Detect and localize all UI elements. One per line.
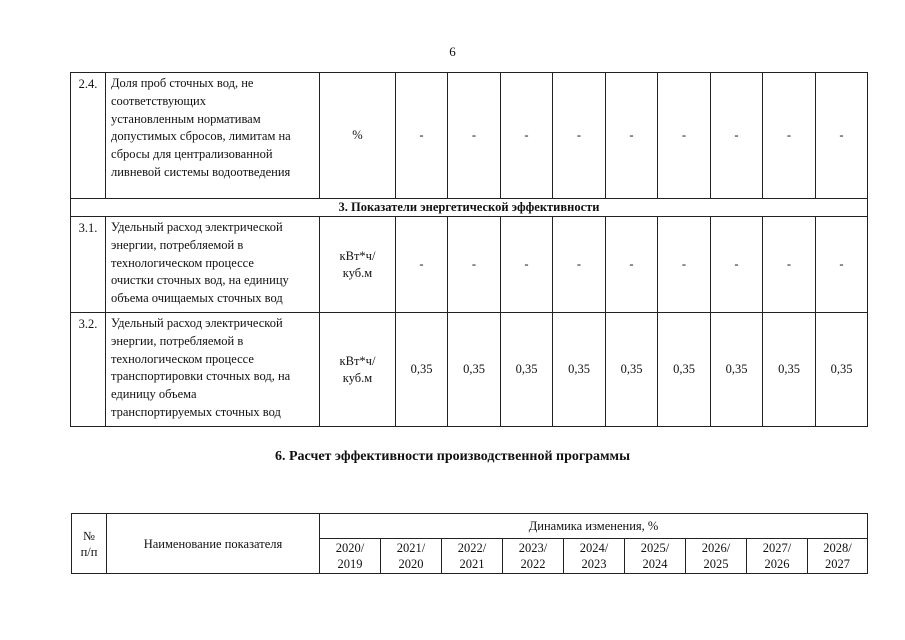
year-header [808,539,868,574]
value-cell: - [553,217,606,313]
indicator-name [106,217,320,313]
text-line: 2022/ [457,541,487,555]
value-cell: - [501,73,553,199]
year-header [320,539,381,574]
text-line: Удельный расход электрической [111,220,283,234]
text-line: объема очищаемых сточных вод [111,291,283,306]
text-line: установленным нормативам [111,111,261,126]
text-line: кВт*ч/ [339,353,376,368]
value-cell: - [448,73,501,199]
num-header [72,514,107,574]
text-line: 2026/ [701,541,731,555]
value-cell: 0,35 [448,313,501,427]
text-line: транспортируемых сточных вод [111,404,281,419]
text-line: ливневой системы водоотведения [111,164,291,179]
section-title: 3. Показатели энергетической эффективности [71,199,868,217]
name-header: Наименование показателя [107,514,320,574]
text-line: кВт*ч/ [339,248,376,263]
text-line: % [352,128,363,142]
row-number: 3.1. [71,217,106,313]
table-row [71,73,868,199]
year-header [442,539,503,574]
text-line: 2027/ [762,541,792,555]
text-line: 2020/ [335,541,365,555]
dynamics-header: Динамика изменения, % [320,514,868,539]
text-line: 2028/ [823,541,852,555]
row-number: 3.2. [71,313,106,427]
value-cell: - [448,217,501,313]
section-row [71,199,868,217]
year-header [747,539,808,574]
value-cell: - [763,217,816,313]
value-cell: - [658,73,711,199]
text-line: технологическом процессе [111,255,254,270]
text-line: куб.м [342,370,373,385]
header-row [72,514,868,539]
value-cell: - [501,217,553,313]
text-line: энергии, потребляемой в [111,333,244,348]
text-line: технологическом процессе [111,351,254,366]
efficiency-table-body [72,514,868,574]
text-line: 2021/ [396,541,426,555]
text-line: 2024/ [579,541,609,555]
value-cell: - [658,217,711,313]
value-cell: 0,35 [396,313,448,427]
text-line: очистки сточных вод, на единицу [111,273,289,288]
year-header [381,539,442,574]
value-cell: - [396,217,448,313]
year-header [686,539,747,574]
efficiency-table [71,513,868,574]
text-line: единицу объема [111,387,197,402]
page-number: 6 [449,44,456,59]
value-cell: 0,35 [501,313,553,427]
indicators-table [70,72,868,427]
value-cell: - [553,73,606,199]
text-line: соответствующих [111,93,206,108]
text-line: 2026 [764,557,790,571]
text-line: п/п [80,544,98,559]
unit-cell [320,313,396,427]
value-cell: - [763,73,816,199]
text-line: 2020 [398,557,424,571]
value-cell: - [816,217,868,313]
year-header [625,539,686,574]
text-line: 2019 [337,557,363,571]
year-header [564,539,625,574]
indicators-table-body [71,73,868,427]
unit-cell [320,73,396,199]
section-heading: 6. Расчет эффективности производственной программы [274,449,631,464]
row-number: 2.4. [71,73,106,199]
text-line: 2023 [581,557,607,571]
text-line: допустимых сбросов, лимитам на [111,129,291,144]
value-cell: 0,35 [606,313,658,427]
text-line: Удельный расход электрической [111,316,283,330]
value-cell: - [606,217,658,313]
text-line: 2024 [642,557,668,571]
table-row [71,217,868,313]
value-cell: 0,35 [658,313,711,427]
text-line: № [83,528,95,543]
text-line: 2023/ [518,541,548,555]
text-line: 2025 [703,557,729,571]
text-line: Доля проб сточных вод, не [111,76,254,90]
text-line: транспортировки сточных вод, на [111,369,291,384]
value-cell: - [711,73,763,199]
text-line: сбросы для централизованной [111,147,273,162]
year-header [503,539,564,574]
value-cell: - [606,73,658,199]
unit-cell [320,217,396,313]
text-line: 2021 [459,557,485,571]
value-cell: 0,35 [553,313,606,427]
text-line: куб.м [342,265,373,280]
text-line: 2022 [520,557,546,571]
value-cell: 0,35 [763,313,816,427]
indicator-name [106,73,320,199]
value-cell: - [711,217,763,313]
value-cell: - [396,73,448,199]
text-line: 2025/ [640,541,670,555]
text-line: 2027 [825,557,851,571]
value-cell: 0,35 [711,313,763,427]
table-row [71,313,868,427]
text-line: энергии, потребляемой в [111,237,244,252]
indicator-name [106,313,320,427]
value-cell: 0,35 [816,313,868,427]
value-cell: - [816,73,868,199]
